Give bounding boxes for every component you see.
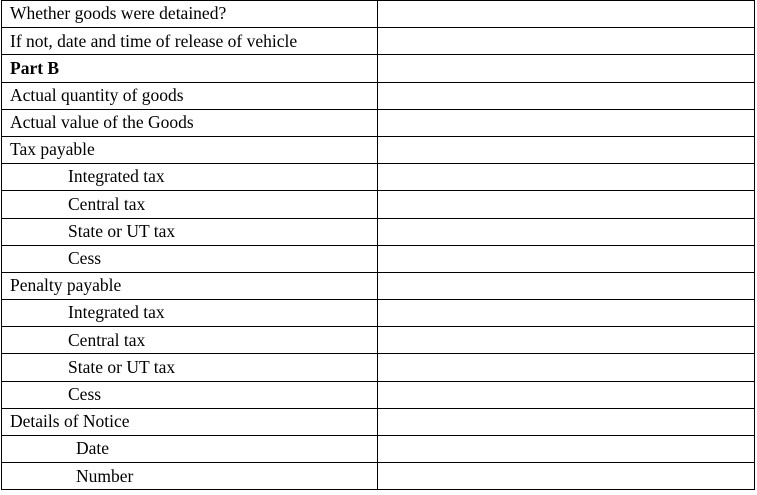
row-label-penalty-central: Central tax	[2, 327, 378, 354]
row-value-notice-details[interactable]	[378, 408, 755, 435]
row-label-notice-details: Details of Notice	[2, 408, 378, 435]
table-row	[2, 136, 755, 163]
table-row	[2, 327, 755, 354]
row-value-penalty-state-ut[interactable]	[378, 354, 755, 381]
row-label-actual-quantity: Actual quantity of goods	[2, 82, 378, 109]
row-value-tax-payable[interactable]	[378, 136, 755, 163]
row-label-notice-number: Number	[2, 463, 378, 490]
table-row	[2, 191, 755, 218]
row-value-penalty-payable[interactable]	[378, 272, 755, 299]
table-row	[2, 164, 755, 191]
row-value-notice-date[interactable]	[378, 436, 755, 463]
row-value-tax-integrated[interactable]	[378, 164, 755, 191]
form-table	[1, 0, 755, 490]
row-value-notice-number[interactable]	[378, 463, 755, 490]
table-row	[2, 245, 755, 272]
row-value-tax-state-ut[interactable]	[378, 218, 755, 245]
row-value-goods-detained[interactable]	[378, 1, 755, 28]
row-label-penalty-cess: Cess	[2, 381, 378, 408]
table-row	[2, 28, 755, 55]
table-row	[2, 354, 755, 381]
row-label-tax-integrated: Integrated tax	[2, 164, 378, 191]
row-value-actual-quantity[interactable]	[378, 82, 755, 109]
table-row	[2, 55, 755, 82]
table-row	[2, 463, 755, 490]
table-row	[2, 218, 755, 245]
table-row	[2, 300, 755, 327]
row-label-release-datetime: If not, date and time of release of vehicle	[2, 28, 378, 55]
table-row	[2, 272, 755, 299]
table-row	[2, 408, 755, 435]
row-label-goods-detained: Whether goods were detained?	[2, 1, 378, 28]
row-value-tax-cess[interactable]	[378, 245, 755, 272]
row-value-part-b	[378, 55, 755, 82]
table-row	[2, 82, 755, 109]
table-row	[2, 1, 755, 28]
row-label-notice-date: Date	[2, 436, 378, 463]
section-heading-part-b: Part B	[2, 55, 378, 82]
row-label-tax-payable: Tax payable	[2, 136, 378, 163]
row-label-actual-value: Actual value of the Goods	[2, 109, 378, 136]
table-row	[2, 109, 755, 136]
row-value-tax-central[interactable]	[378, 191, 755, 218]
table-row	[2, 381, 755, 408]
row-label-tax-state-ut: State or UT tax	[2, 218, 378, 245]
row-label-penalty-payable: Penalty payable	[2, 272, 378, 299]
row-value-actual-value[interactable]	[378, 109, 755, 136]
table-row	[2, 436, 755, 463]
row-label-tax-central: Central tax	[2, 191, 378, 218]
row-label-penalty-state-ut: State or UT tax	[2, 354, 378, 381]
row-label-penalty-integrated: Integrated tax	[2, 300, 378, 327]
row-value-penalty-central[interactable]	[378, 327, 755, 354]
row-value-penalty-cess[interactable]	[378, 381, 755, 408]
row-label-tax-cess: Cess	[2, 245, 378, 272]
row-value-release-datetime[interactable]	[378, 28, 755, 55]
row-value-penalty-integrated[interactable]	[378, 300, 755, 327]
